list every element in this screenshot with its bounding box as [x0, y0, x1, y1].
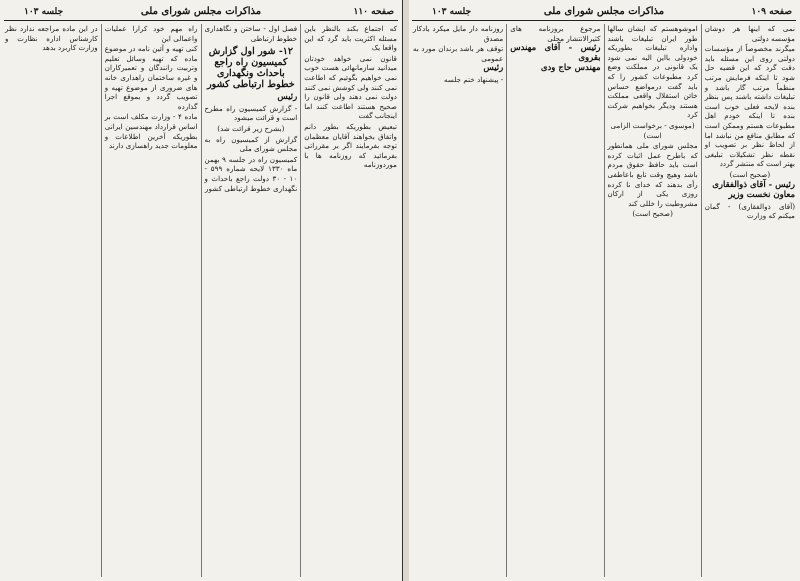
- text-column: [201, 24, 301, 577]
- publication-title: مذاکرات مجلس شورای ملی: [140, 6, 262, 17]
- text-column: [604, 24, 701, 577]
- publication-title: مذاکرات مجلس شورای ملی: [543, 6, 665, 17]
- speaker-name: معاون نخست وزیر: [728, 190, 795, 201]
- paragraph: کنی تهیه و آئین نامه در موضوع ماده که تهیه وسائل تعلیم وتربیت رانندگان و تعمیرکاران و غیره ساختمان راهداری خانه های ضروری از موضوع تهیه و تصویب گردد و بموقع اجرا گذارده: [104, 44, 198, 111]
- paragraph: فصل اول - ساختن و نگاهداری خطوط ارتباطی: [204, 24, 298, 43]
- paragraph: در این ماده مراجعه ندارد نظر کارشناس اداره نظارت و وزارت کاربرد بدهد: [5, 24, 98, 53]
- paragraph: (صحیح است): [632, 209, 673, 219]
- paragraph: (صحیح است): [729, 169, 771, 179]
- speaker-name: رئیس: [277, 92, 298, 103]
- page-header: [4, 6, 398, 21]
- paragraph: کمیسیون راه در جلسه ۹ بهمن ماه ۱۳۳۰ لایحه شماره ۵۹۹ - ۱۰ - ۳۰ دولت راجع باحداث و نگهداری خطوط ارتباطی کشور: [204, 154, 298, 193]
- paragraph: گزارش از کمیسیون راه به مجلس شورای ملی: [204, 134, 298, 154]
- paragraph: اموشوهستم که ایشان سالها طور ایران تبلیغات باشند واداره تبلیغات بطوریکه خودولی بااین الیه نمی شود یک قانونی در مملکت وضع کرد مطبوعات کشور را که باید گفت درمواضع حساس خائن استقلال واقعی مملکت هستند ودیگر بخواهیم شرکت کرد: [607, 24, 698, 120]
- speaker-name: مهندس حاج ودی: [540, 63, 601, 74]
- speaker-name: رئیس - آقای مهندس بقروی: [510, 43, 601, 63]
- paragraph: (آقای ذوالفقاری) - گمان میکنم که وزارت: [704, 201, 795, 221]
- page-number: صفحه ۱۱۰: [353, 7, 394, 17]
- paragraph: روزنامه دار مایل میکرد یادکار مصدق: [413, 24, 504, 43]
- page-header: [412, 6, 796, 21]
- speaker-name: رئیس: [483, 63, 504, 74]
- section-heading: ۱۲- شور اول گزارش کمیسیون راه راجع باحداث ونگهداری خطوط ارتباطی کشور: [207, 46, 295, 91]
- paragraph: که اجتماع بکند بالنظر باین مسئله اکثریت باید گرد که این واقعا یک: [304, 24, 397, 53]
- paragraph: - پیشنهاد ختم جلسه: [444, 74, 504, 84]
- text-column: [506, 24, 603, 577]
- paragraph: راه مهم خود کرارا عملیات واعمالی این: [104, 24, 198, 43]
- paragraph: مجلس شورای ملی همانطور که باطرح عمل اثبات کرده است باید حافظ حقوق مردم باشد وهیچ وقت تابع باعاطفی رأی بدهند که خدای نا کرده روزی یکی از ارکان مشروطیت را خللی کند: [607, 141, 698, 208]
- page-number: صفحه ۱۰۹: [751, 7, 792, 17]
- paragraph: تبعیض بطوریکه بطور دانم واتفاق بخواهند آقایان معظمان توجه بفرمایند اگر بر مقرراتی بفرمائید که روزنامه ها با موردوزنامه: [304, 121, 397, 170]
- text-column: [410, 24, 506, 577]
- text-columns: [2, 24, 400, 577]
- text-columns: [410, 24, 798, 577]
- text-column: [101, 24, 201, 577]
- paragraph: (بشرح زیر قرائت شد): [217, 123, 285, 133]
- paragraph: ماده ۴ - وزارت مکلف است بر اساس قرارداد مهندسین ایرانی بطوریکه آخرین اطلاعات و معلومات جدید راهسازی دارند: [104, 112, 198, 151]
- text-column: [2, 24, 101, 577]
- paragraph: قانون نمی خواهد خودتان میدانید سازمانهائی هست خوب نمی خواهیم بگوئیم که اطاعت نمی کنند ولی کوشش نمی کنند دولت نمی دهند ولی قانون را صحیح هستند اطاعت کنند اما اینجانب گفت: [304, 53, 397, 121]
- session-number: جلسه ۱۰۳: [24, 7, 64, 17]
- text-column: [701, 24, 798, 577]
- text-column: [300, 24, 400, 577]
- paragraph: میگرند مخصوصاً از مؤسسات دولتی روی این مسئله باید دقت گرد که این قضیه حل شود تا اینکه فرمایش مرتب منظماً مرتب گار باشد و تبلیغات داشته باشند پس بنظر بنده لایحه فعلی خوب است بنده تا اینکه خودم اهل مطبوعات هستم وممکن است که مطابق منافع من نباشد اما از لحاظ نظر بر تصویب او نقطه نظر تشکیلات تبلیغی بهتر است که منتشر گردد: [704, 44, 795, 169]
- paragraph: (موسوی - برخواست الزامی است): [610, 120, 695, 140]
- right-page: [408, 0, 800, 581]
- paragraph: - گزارش کمیسیون راه مطرح است و قرائت میشود: [204, 103, 298, 123]
- paragraph: مرجوع بروزنامه های کثیرالانتشار محلی: [510, 24, 601, 43]
- paragraph: نمی که اینها هر دوشان مؤسسه دولتی: [704, 24, 795, 43]
- session-number: جلسه ۱۰۳: [432, 7, 472, 17]
- speaker-name: رئیس - آقای ذوالفقاری: [712, 179, 795, 190]
- paragraph: توقف هر باشد برندان مورد به عمومی: [413, 44, 504, 63]
